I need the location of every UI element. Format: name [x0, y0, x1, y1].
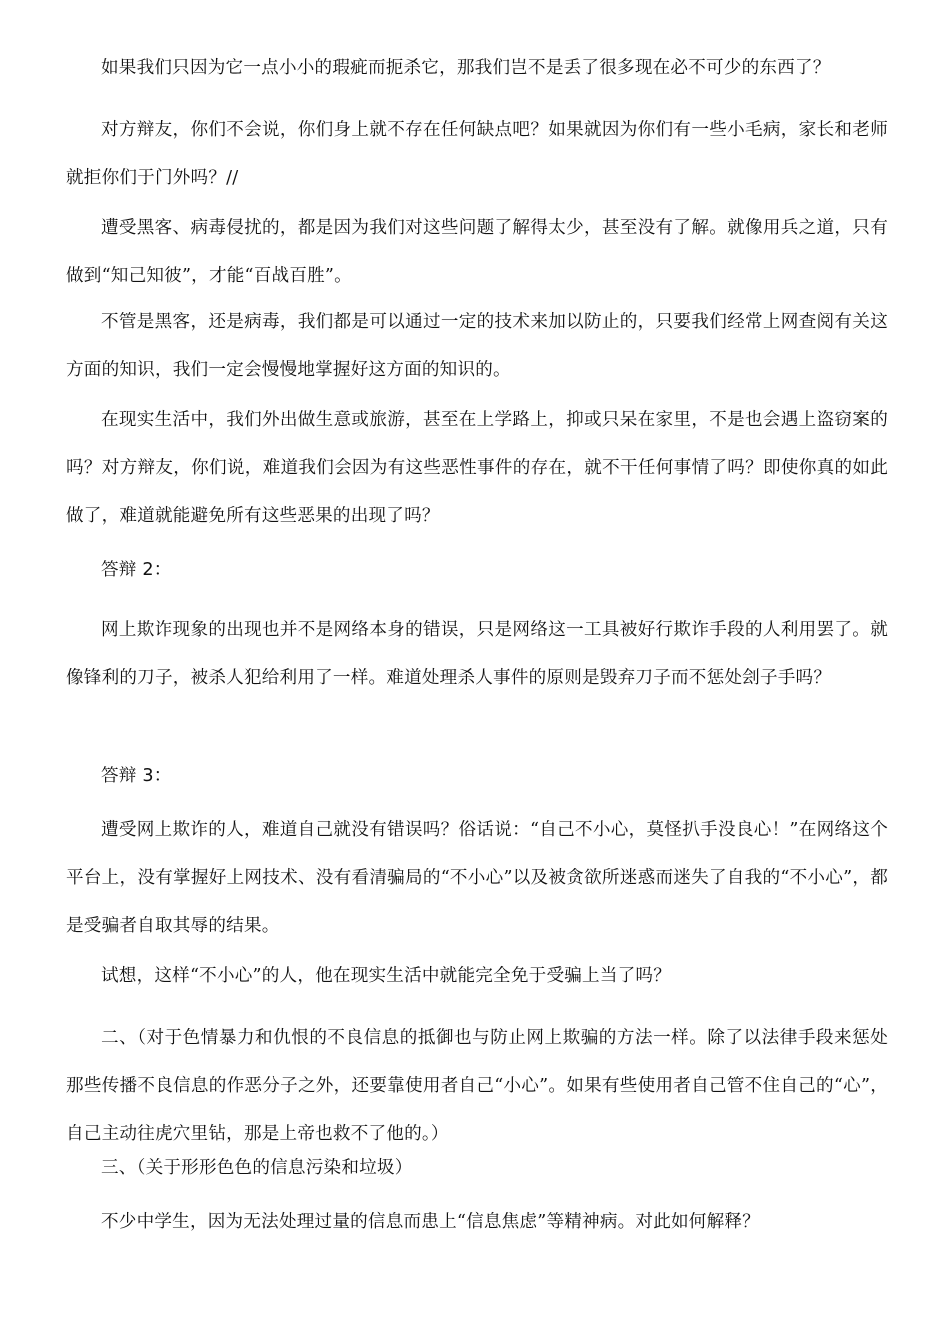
paragraph-9: 二、（对于色情暴力和仇恨的不良信息的抵御也与防止网上欺骗的方法一样。除了以法律手段来惩处那些传播不良信息的作恶分子之外，还要靠使用者自己“小心”。如果有些使用者自己管不住自己的“心”，自己主动往虎穴里钻，那是上帝也救不了他的。）: [66, 1028, 888, 1144]
paragraph-8: 试想，这样“不小心”的人，他在现实生活中就能完全免于受骗上当了吗？: [101, 966, 671, 986]
paragraph-10: 不少中学生，因为无法处理过量的信息而患上“信息焦虑”等精神病。对此如何解释？: [101, 1212, 760, 1232]
section-heading-rebuttal-3: 答辩 3：: [101, 766, 172, 786]
paragraph-4: 不管是黑客，还是病毒，我们都是可以通过一定的技术来加以防止的，只要我们经常上网查阅有关这方面的知识，我们一定会慢慢地掌握好这方面的知识的。: [66, 312, 888, 380]
paragraph-6: 网上欺诈现象的出现也并不是网络本身的错误，只是网络这一工具被好行欺诈手段的人利用罢了。就像锋利的刀子，被杀人犯给利用了一样。难道处理杀人事件的原则是毁弃刀子而不惩处刽子手吗？: [66, 620, 888, 688]
section-heading-three: 三、（关于形形色色的信息污染和垃圾）: [101, 1158, 413, 1178]
paragraph-7: 遭受网上欺诈的人，难道自己就没有错误吗？俗话说：“自己不小心，莫怪扒手没良心！”在网络这个平台上，没有掌握好上网技术、没有看清骗局的“不小心”以及被贪欲所迷惑而迷失了自我的“不小心”，都是受骗者自取其辱的结果。: [66, 820, 888, 936]
paragraph-3: 遭受黑客、病毒侵扰的，都是因为我们对这些问题了解得太少，甚至没有了解。就像用兵之道，只有做到“知己知彼”，才能“百战百胜”。: [66, 218, 888, 286]
paragraph-5: 在现实生活中，我们外出做生意或旅游，甚至在上学路上，抑或只呆在家里，不是也会遇上盗窃案的吗？对方辩友，你们说，难道我们会因为有这些恶性事件的存在，就不干任何事情了吗？即使你真的如此做了，难道就能避免所有这些恶果的出现了吗？: [66, 410, 888, 526]
paragraph-1: 如果我们只因为它一点小小的瑕疵而扼杀它，那我们岂不是丢了很多现在必不可少的东西了？: [101, 58, 831, 78]
paragraph-2: 对方辩友，你们不会说，你们身上就不存在任何缺点吧？如果就因为你们有一些小毛病，家长和老师就拒你们于门外吗？//: [66, 120, 888, 188]
section-heading-rebuttal-2: 答辩 2：: [101, 560, 172, 580]
